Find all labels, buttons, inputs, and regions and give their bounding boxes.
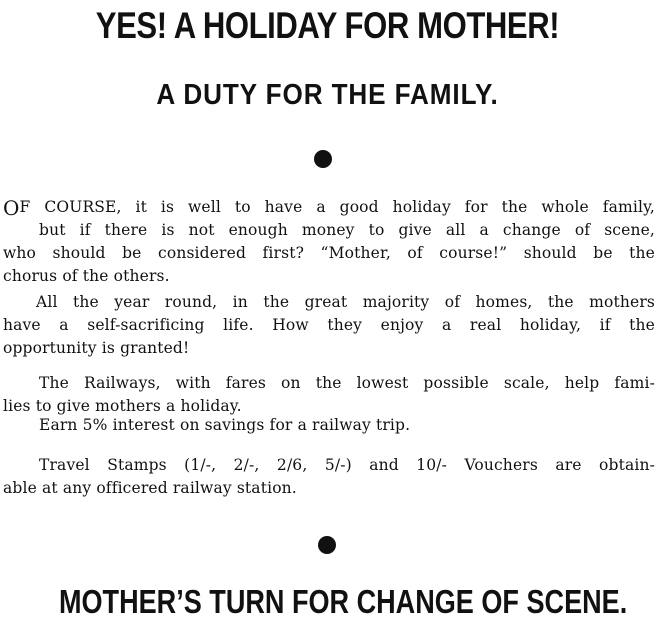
paragraph-5 bbox=[3, 454, 655, 500]
subheadline: A DUTY FOR THE FAMILY. bbox=[156, 79, 499, 111]
paragraph-line: The Railways, with fares on the lowest possible scale, help fami- bbox=[39, 374, 655, 392]
paragraph-1 bbox=[3, 196, 655, 288]
bullet-dot-icon bbox=[314, 150, 332, 168]
paragraph-line: but if there is not enough money to give all a change of scene, bbox=[39, 221, 655, 239]
paragraph-line-text: F COURSE, it is well to have a good holiday for the whole family, bbox=[19, 198, 655, 216]
drop-cap: O bbox=[3, 196, 20, 220]
footer-headline: MOTHER’S TURN FOR CHANGE OF SCENE. bbox=[58, 583, 628, 620]
paragraph-line: Travel Stamps (1/-, 2/-, 2/6, 5/-) and 10/- Vouchers are obtain- bbox=[39, 456, 655, 474]
paragraph-line: chorus of the others. bbox=[3, 267, 170, 285]
paragraph-line: have a self-sacrificing life. How they enjoy a real holiday, if the bbox=[3, 316, 655, 334]
paragraph-line bbox=[3, 196, 655, 219]
paragraph-3 bbox=[3, 372, 655, 418]
paragraph-line: lies to give mothers a holiday. bbox=[3, 397, 242, 415]
paragraph-line: opportunity is granted! bbox=[3, 339, 190, 357]
bullet-dot-icon bbox=[318, 536, 336, 554]
paragraph-4 bbox=[3, 414, 655, 437]
paragraph-line: who should be considered first? “Mother, of course!” should be the bbox=[3, 244, 655, 262]
headline: YES! A HOLIDAY FOR MOTHER! bbox=[95, 5, 560, 46]
paragraph-line: All the year round, in the great majority of homes, the mothers bbox=[36, 293, 655, 311]
paragraph-line: able at any officered railway station. bbox=[3, 479, 297, 497]
paragraph-line: Earn 5% interest on savings for a railway trip. bbox=[39, 416, 411, 434]
paragraph-2 bbox=[3, 291, 655, 360]
